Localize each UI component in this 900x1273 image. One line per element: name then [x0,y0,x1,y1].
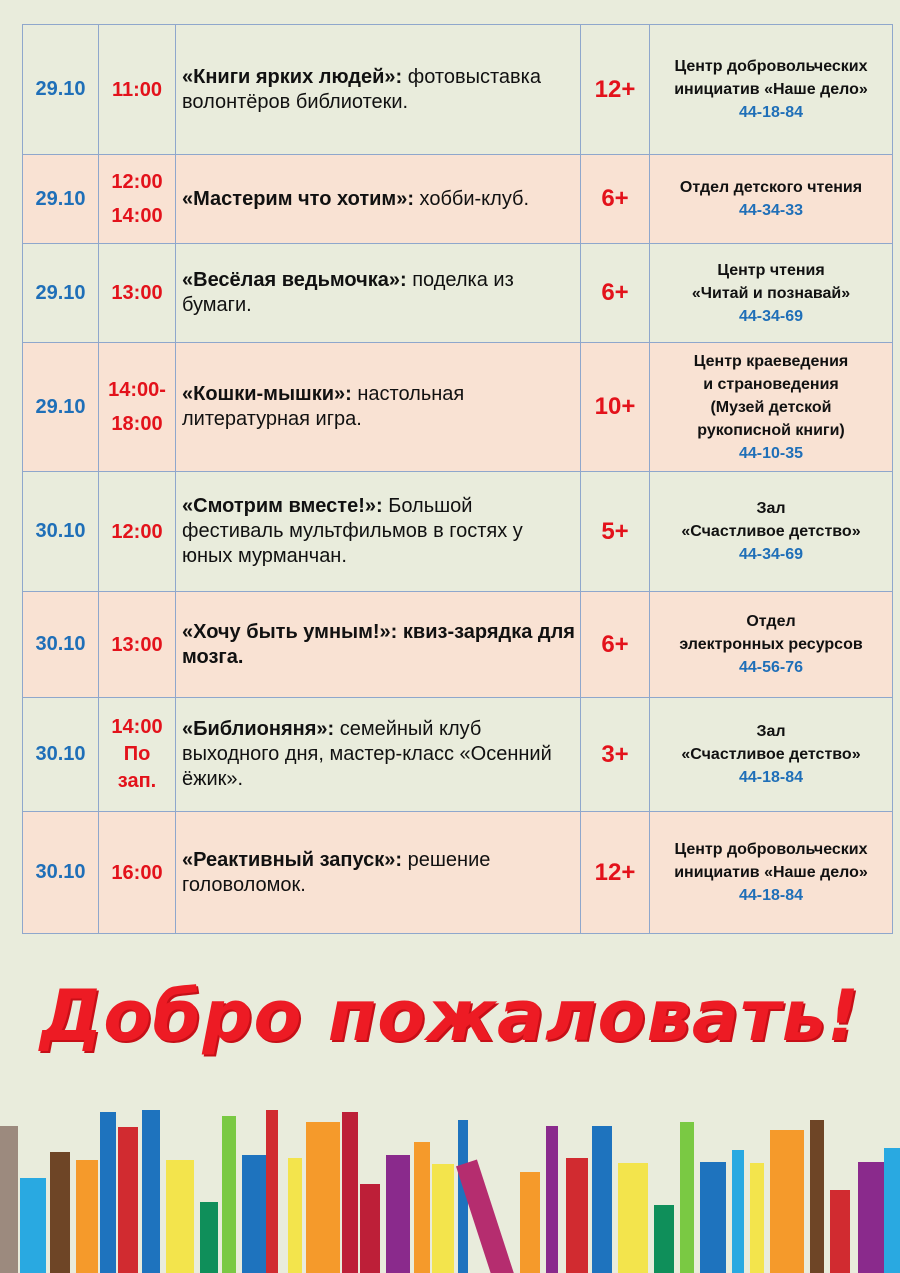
book-spine [770,1130,804,1273]
book-spine [414,1142,430,1273]
book-spine [520,1172,540,1273]
event-time-line: 11:00 [111,78,163,101]
book-spine [858,1162,884,1273]
book-spine [100,1112,116,1273]
age-rating: 6+ [581,592,650,698]
event-details: Большой фестиваль мультфильмов в гостях у юных мурманчан. [182,495,523,567]
age-rating: 6+ [581,244,650,343]
age-rating: 5+ [581,472,650,592]
book-spine [830,1190,850,1273]
age-rating: 12+ [581,812,650,934]
event-time-line: 12:00 [111,520,163,543]
book-spine [700,1162,726,1273]
event-time [99,155,176,244]
book-spine [592,1126,612,1273]
book-spine [288,1158,302,1273]
event-location [650,25,893,155]
schedule-row [23,343,893,472]
book-spine [0,1126,18,1273]
location-name-line: Центр чтения [717,261,825,279]
location-name-line: инициатив «Наше дело» [674,864,868,881]
event-date: 30.10 [23,472,99,592]
books-decoration [0,1100,900,1273]
book-spine [222,1116,236,1273]
location-phone: 44-56-76 [738,659,804,676]
event-location [650,812,893,934]
book-spine [306,1122,340,1273]
event-time-line: 18:00 [111,413,163,435]
book-spine [680,1122,694,1273]
schedule-row [23,592,893,698]
event-time [99,698,176,812]
book-spine [546,1126,558,1273]
event-details: семейный клуб выходного дня, мастер-класс «Осенний ёжик». [182,718,552,790]
location-name-line: Центр краеведения [693,352,849,370]
location-phone: 44-18-84 [738,769,804,786]
event-time [99,592,176,698]
event-time-line: 14:00 [111,716,163,738]
location-phone: 44-10-35 [738,444,804,462]
book-spine [732,1150,744,1273]
location-name-line: рукописной книги) [697,421,845,439]
book-spine [566,1158,588,1273]
location-name-line: «Читай и познавай» [691,284,851,302]
event-description [176,472,581,592]
events-schedule-table [22,24,893,934]
event-date: 30.10 [23,812,99,934]
schedule-row [23,698,893,812]
book-spine [242,1155,266,1273]
event-details: настольная литературная игра. [182,383,465,430]
location-phone: 44-34-33 [738,202,804,219]
book-spine [142,1110,160,1273]
book-spine [200,1202,218,1273]
event-time-line: 14:00- [108,379,166,401]
event-date: 29.10 [23,155,99,244]
event-title: «Мастерим что хотим»: [182,187,414,210]
book-spine [118,1127,138,1273]
event-description [176,592,581,698]
event-time [99,244,176,343]
event-title: «Весёлая ведьмочка»: [182,269,407,291]
event-time-line: 13:00 [111,633,163,656]
location-name-line: (Музей детской [710,398,832,416]
schedule-row [23,244,893,343]
event-title: «Хочу быть умным!»: квиз-зарядка для мозга. [182,620,575,668]
location-name-line: и страноведения [703,375,839,393]
event-details: решение головоломок. [182,848,491,896]
location-name-line: Отдел [746,613,796,630]
event-title: «Реактивный запуск»: [182,848,403,871]
location-name-line: Отдел детского чтения [679,179,863,196]
event-location [650,698,893,812]
schedule-row [23,812,893,934]
event-date: 30.10 [23,592,99,698]
location-phone: 44-18-84 [738,887,804,904]
book-spine [884,1148,900,1273]
event-date: 29.10 [23,25,99,155]
schedule-row [23,472,893,592]
event-description [176,155,581,244]
event-location [650,244,893,343]
event-time-line: 14:00 [111,205,163,227]
book-spine [432,1164,454,1273]
welcome-heading: Добро пожаловать! [40,975,860,1057]
event-title: «Смотрим вместе!»: [182,495,383,517]
event-time [99,25,176,155]
location-name-line: электронных ресурсов [679,636,863,653]
book-spine [360,1184,380,1273]
book-spine [50,1152,70,1273]
event-time [99,343,176,472]
book-spine [166,1160,194,1273]
event-description [176,812,581,934]
event-location [650,155,893,244]
event-location [650,592,893,698]
book-spine [20,1178,46,1273]
age-rating: 12+ [581,25,650,155]
location-name-line: Зал [756,723,786,740]
book-spine [342,1112,358,1273]
event-date: 30.10 [23,698,99,812]
age-rating: 3+ [581,698,650,812]
event-location [650,472,893,592]
event-title: «Книги ярких людей»: [182,65,403,88]
book-spine [386,1155,410,1273]
schedule-row [23,155,893,244]
location-name-line: «Счастливое детство» [681,523,861,540]
event-title: «Библионяня»: [182,718,335,740]
book-spine [76,1160,98,1273]
event-title: «Кошки-мышки»: [182,383,352,405]
book-spine [654,1205,674,1273]
event-description [176,244,581,343]
age-rating: 10+ [581,343,650,472]
event-time-line: 16:00 [111,861,163,884]
location-phone: 44-34-69 [738,546,804,563]
location-name-line: «Счастливое детство» [681,746,861,763]
location-name-line: инициатив «Наше дело» [674,81,868,98]
event-date: 29.10 [23,244,99,343]
event-details: фотовыставка волонтёров библиотеки. [182,65,541,113]
location-phone: 44-34-69 [738,307,804,325]
event-time [99,472,176,592]
event-time-line: По [123,743,151,765]
schedule-row [23,25,893,155]
event-details: хобби-клуб. [413,187,530,210]
event-time-line: 13:00 [111,282,163,304]
event-details: поделка из бумаги. [182,269,514,316]
event-time-line: зап. [117,770,157,792]
book-spine [810,1120,824,1273]
book-spine [266,1110,278,1273]
event-time-line: 12:00 [111,171,163,193]
event-date: 29.10 [23,343,99,472]
location-name-line: Зал [756,500,786,517]
event-description [176,343,581,472]
age-rating: 6+ [581,155,650,244]
location-name-line: Центр добровольческих [674,841,868,858]
location-phone: 44-18-84 [738,104,804,121]
event-description [176,25,581,155]
event-time [99,812,176,934]
event-location [650,343,893,472]
event-description [176,698,581,812]
book-spine [618,1163,648,1273]
location-name-line: Центр добровольческих [674,58,868,75]
book-spine [750,1163,764,1273]
